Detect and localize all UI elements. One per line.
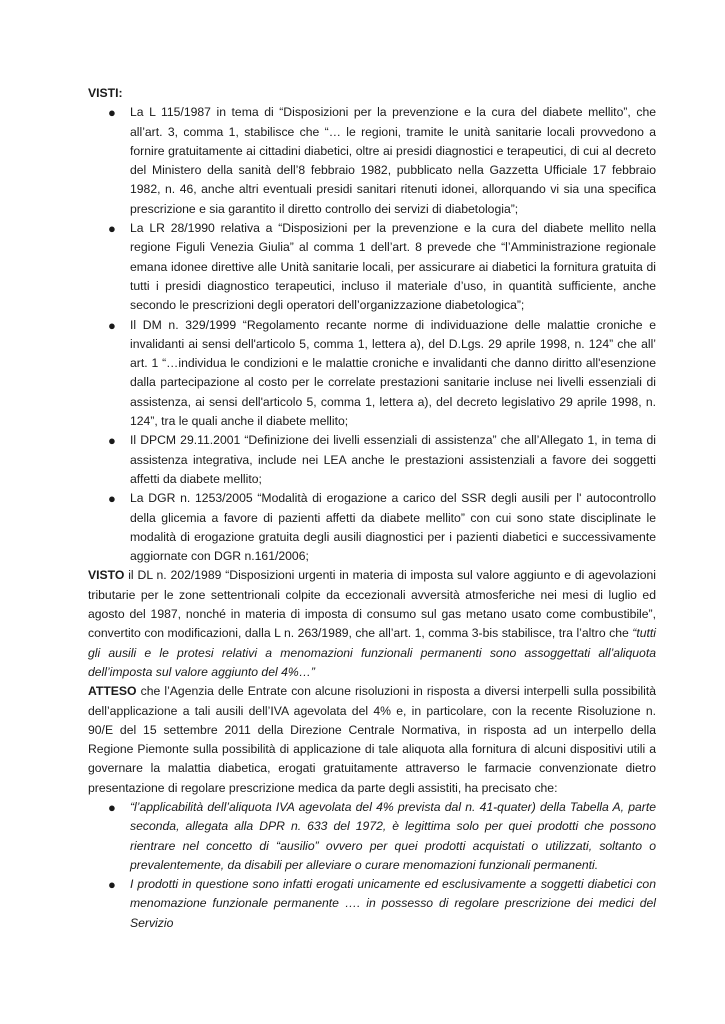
list-item-text: Il DPCM 29.11.2001 “Definizione dei livelli essenziali di assistenza” che all’Allegato 1, in tema di assistenza integrativa, include nei LEA anche le prestazioni assistenziali a favore dei soggetti affetti da diabete mellito; [130,433,656,486]
visto-lead: VISTO [88,568,125,583]
list-item [88,431,656,489]
list-item [88,489,656,566]
list-item [88,875,656,933]
list-item-text: “l’applicabilità dell’aliquota IVA agevolata del 4% prevista dal n. 41-quater) della Tabella A, parte seconda, allegata alla DPR n. 633 del 1972, è legittima solo per quei prodotti che possono rientrare nel concetto di “ausilio” ovvero per quei prodotti acquistati o utilizzati, soltanto o prevalentemente, da disabili per alleviare o curare menomazioni funzionali permanenti. [130,799,656,872]
list-item [88,103,656,219]
list-item-text: La LR 28/1990 relativa a “Disposizioni per la prevenzione e la cura del diabete mellito nella regione Figuli Venezia Giulia” al comma 1 dell’art. 8 prevede che “l’Amministrazione regionale emana idonee direttive alle Unità sanitarie locali, per assicurare ai diabetici la fornitura gratuita di tutti i presidi diagnostico terapeutici, incluso il materiale d’uso, in quantità sufficiente, anche secondo le prescrizioni degli operatori dell’organizzazione diabetologica”; [130,221,656,313]
visto-text: il DL n. 202/1989 “Disposizioni urgenti in materia di imposta sul valore aggiunto e di agevolazioni tributarie per le zone settentrionali colpite da eccezionali avversità atmosferiche nei mesi di luglio ed agosto del 1987, nonché in materia di imposta di consumo sul gas metano usato come combustibile”, convertito con modificazioni, dalla L n. 263/1989, che all’art. 1, comma 3-bis stabilisce, tra l’altro che [88,568,656,641]
list-item [88,798,656,875]
bullet-icon: ● [108,491,116,507]
bullet-icon: ● [108,317,116,333]
document-page [88,84,656,933]
bullet-icon: ● [108,877,116,893]
list-item-text: La L 115/1987 in tema di “Disposizioni per la prevenzione e la cura del diabete mellito”, che all’art. 3, comma 1, stabilisce che “… le regioni, tramite le unità sanitarie locali provvedono a fornire gratuitamente ai cittadini diabetici, oltre ai presidi diagnostici e terapeutici, di cui al decreto del Ministero della sanità dell’8 febbraio 1982, pubblicato nella Gazzetta Ufficiale 17 febbraio 1982, n. 46, anche altri eventuali presidi sanitari ritenuti idonei, allorquando vi sia una specifica prescrizione e sia garantito il diretto controllo dei servizi di diabetologia”; [130,105,656,216]
list-item [88,316,656,432]
list-item-text: Il DM n. 329/1999 “Regolamento recante norme di individuazione delle malattie croniche e invalidanti ai sensi dell'articolo 5, comma 1, lettera a), del D.Lgs. 29 aprile 1998, n. 124” che all’ art. 1 “…individua le condizioni e le malattie croniche e invalidanti che danno diritto all'esenzione dalla partecipazione al costo per le correlate prestazioni sanitarie incluse nei livelli essenziali di assistenza, ai sensi dell'articolo 5, comma 1, lettera a), del decreto legislativo 29 aprile 1998, n. 124”, tra le quali anche il diabete mellito; [130,317,656,429]
atteso-paragraph [88,682,656,798]
list-item-text: I prodotti in questione sono infatti erogati unicamente ed esclusivamente a soggetti diabetici con menomazione funzionale permanente …. in possesso di regolare prescrizione dei medici del Servizio [130,877,656,930]
visti-heading: VISTI: [88,86,123,100]
bullet-icon: ● [108,433,116,449]
atteso-lead: ATTESO [88,684,137,699]
atteso-text: che l’Agenzia delle Entrate con alcune risoluzioni in risposta a diversi interpelli sulla possibilità dell’applicazione a tali ausili dell’IVA agevolata del 4% e, in particolare, con la recente Risoluzione n. 90/E del 15 settembre 2011 della Direzione Centrale Normativa, in risposta ad un interpello della Regione Piemonte sulla possibilità di applicazione di tale aliquota alla fornitura di alcuni dispositivi utili a governare la malattia diabetica, erogati gratuitamente attraverso le farmacie convenzionate dietro presentazione di regolare prescrizione medica da parte degli assistiti, ha precisato che: [88,684,656,795]
visto-paragraph [88,566,656,682]
visti-list [88,103,656,566]
list-item [88,219,656,315]
bullet-icon: ● [108,799,116,815]
bullet-icon: ● [108,221,116,237]
list-item-text: La DGR n. 1253/2005 “Modalità di erogazione a carico del SSR degli ausili per l' autocontrollo della glicemia a favore di pazienti affetti da diabete mellito” con cui sono state disciplinate le modalità di erogazione gratuita degli ausili diagnostici per i pazienti diabetici e successivamente aggiornate con DGR n.161/2006; [130,491,656,564]
visto-quote: “tutti gli ausili e le protesi relativi a menomazioni funzionali permanenti sono assoggettati all’aliquota dell’imposta sul valore aggiunto del 4%…” [88,626,656,679]
atteso-list [88,798,656,933]
bullet-icon: ● [108,105,116,121]
